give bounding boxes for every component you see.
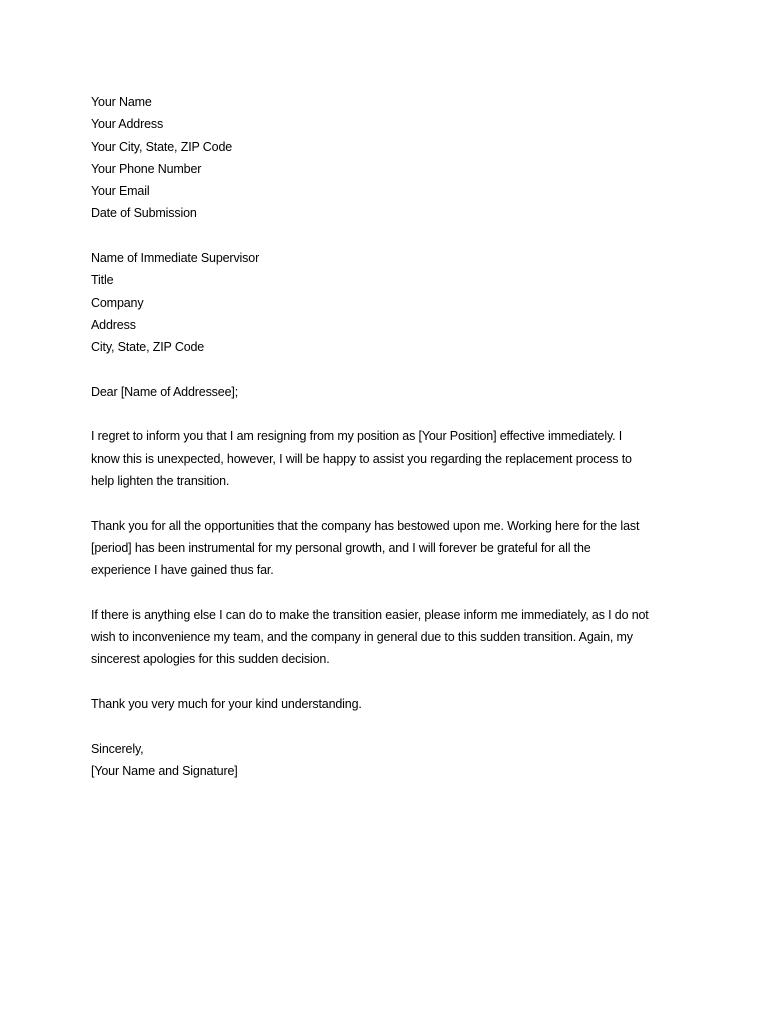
resignation-letter [91,91,691,805]
paragraph-line: help lighten the transition. [91,474,230,489]
recipient-name: Name of Immediate Supervisor [91,251,260,266]
recipient-title: Title [91,273,114,288]
paragraph-line: I regret to inform you that I am resigning from my position as [Your Position] effective immediately. I [91,429,623,444]
sender-address: Your Address [91,117,164,132]
paragraph-line: Thank you very much for your kind understanding. [91,697,362,712]
signature-placeholder: [Your Name and Signature] [91,763,238,778]
recipient-block [91,247,691,358]
recipient-address: Address [91,317,136,332]
paragraph-line: Thank you for all the opportunities that the company has bestowed upon me. Working here for the last [91,518,640,533]
recipient-city-state-zip: City, State, ZIP Code [91,340,205,355]
paragraph-line: experience I have gained thus far. [91,563,274,578]
salutation: Dear [Name of Addressee]; [91,384,239,399]
paragraph-line: know this is unexpected, however, I will be happy to assist you regarding the replacement process to [91,451,632,466]
paragraph-line: [period] has been instrumental for my personal growth, and I will forever be grateful for all the [91,540,591,555]
body-paragraph-4 [91,693,691,715]
closing: Sincerely, [91,741,144,756]
paragraph-line: If there is anything else I can do to make the transition easier, please inform me immediately, as I do not [91,607,649,622]
closing-block [91,738,691,783]
salutation-block [91,381,691,403]
paragraph-line: wish to inconvenience my team, and the company in general due to this sudden transition. Again, my [91,630,633,645]
sender-block [91,91,691,225]
paragraph-line: sincerest apologies for this sudden decision. [91,652,330,667]
sender-phone: Your Phone Number [91,161,202,176]
recipient-company: Company [91,295,144,310]
body-paragraph-1 [91,425,691,492]
sender-city-state-zip: Your City, State, ZIP Code [91,139,233,154]
submission-date: Date of Submission [91,206,197,221]
body-paragraph-2 [91,515,691,582]
sender-email: Your Email [91,184,150,199]
body-paragraph-3 [91,604,691,671]
sender-name: Your Name [91,95,152,109]
